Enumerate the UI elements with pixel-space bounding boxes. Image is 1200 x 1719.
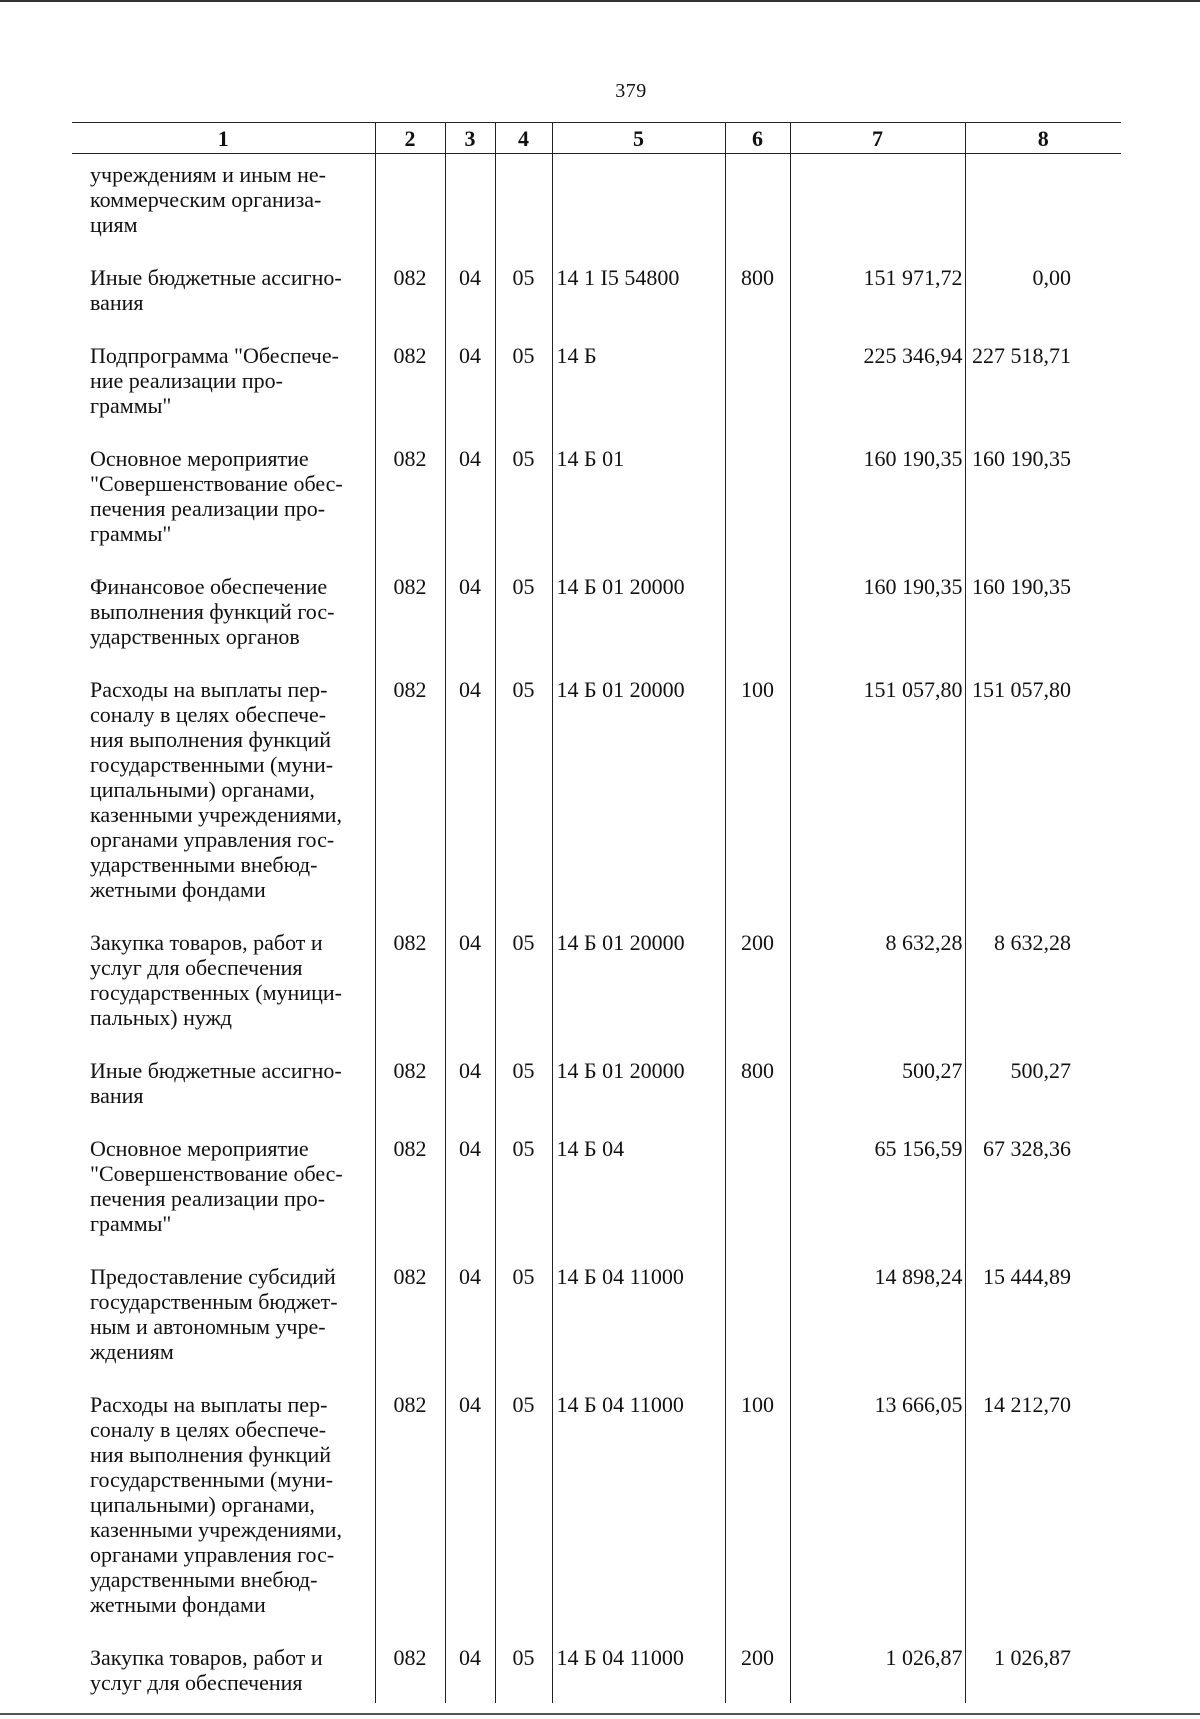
section-code: 04 <box>445 916 495 1044</box>
row-name: Финансовое обеспечение выполнения функций гос- ударственных органов <box>72 560 375 663</box>
section-code: 04 <box>445 1378 495 1631</box>
expense-type-code: 100 <box>725 663 790 916</box>
subsection-code <box>495 154 552 252</box>
expense-type-code <box>725 1122 790 1250</box>
subsection-code: 05 <box>495 1122 552 1250</box>
amount-year-1: 151 971,72 <box>790 251 965 329</box>
expense-type-code: 200 <box>725 916 790 1044</box>
amount-year-2: 500,27 <box>965 1044 1121 1122</box>
chapter-code: 082 <box>375 1122 445 1250</box>
expense-type-code: 200 <box>725 1631 790 1703</box>
scan-bottom-rule <box>0 1713 1200 1715</box>
amount-year-2: 15 444,89 <box>965 1250 1121 1378</box>
subsection-code: 05 <box>495 329 552 432</box>
section-code: 04 <box>445 560 495 663</box>
section-code: 04 <box>445 663 495 916</box>
amount-year-2: 67 328,36 <box>965 1122 1121 1250</box>
target-article-code <box>552 154 725 252</box>
table-row <box>72 560 1121 663</box>
target-article-code: 14 Б 04 11000 <box>552 1250 725 1378</box>
amount-year-2: 0,00 <box>965 251 1121 329</box>
row-name: Расходы на выплаты пер- соналу в целях обеспече- ния выполнения функций государственными (муни- ципальными) органами, казенными учреждениями, органами управления гос- ударственными внебюд- жетными фондами <box>72 663 375 916</box>
chapter-code: 082 <box>375 432 445 560</box>
table-row <box>72 1044 1121 1122</box>
row-name: Закупка товаров, работ и услуг для обеспечения государственных (муници- пальных) нужд <box>72 916 375 1044</box>
target-article-code: 14 Б 01 <box>552 432 725 560</box>
chapter-code: 082 <box>375 916 445 1044</box>
chapter-code: 082 <box>375 1378 445 1631</box>
target-article-code: 14 Б 04 11000 <box>552 1378 725 1631</box>
table-row <box>72 329 1121 432</box>
subsection-code: 05 <box>495 1250 552 1378</box>
subsection-code: 05 <box>495 560 552 663</box>
table-row <box>72 251 1121 329</box>
amount-year-2: 151 057,80 <box>965 663 1121 916</box>
column-header: 5 <box>552 123 725 154</box>
chapter-code: 082 <box>375 329 445 432</box>
column-header: 4 <box>495 123 552 154</box>
amount-year-2: 14 212,70 <box>965 1378 1121 1631</box>
target-article-code: 14 Б 04 <box>552 1122 725 1250</box>
section-code: 04 <box>445 1122 495 1250</box>
subsection-code: 05 <box>495 1378 552 1631</box>
amount-year-1: 151 057,80 <box>790 663 965 916</box>
table-row <box>72 1122 1121 1250</box>
section-code: 04 <box>445 1631 495 1703</box>
amount-year-1: 500,27 <box>790 1044 965 1122</box>
amount-year-2: 227 518,71 <box>965 329 1121 432</box>
column-header: 3 <box>445 123 495 154</box>
expense-type-code: 100 <box>725 1378 790 1631</box>
section-code: 04 <box>445 251 495 329</box>
target-article-code: 14 Б 01 20000 <box>552 560 725 663</box>
column-header: 8 <box>965 123 1121 154</box>
subsection-code: 05 <box>495 1631 552 1703</box>
amount-year-1: 14 898,24 <box>790 1250 965 1378</box>
amount-year-2: 160 190,35 <box>965 432 1121 560</box>
header-row <box>72 123 1121 154</box>
section-code <box>445 154 495 252</box>
amount-year-1: 160 190,35 <box>790 432 965 560</box>
amount-year-1 <box>790 154 965 252</box>
subsection-code: 05 <box>495 916 552 1044</box>
table-row <box>72 1378 1121 1631</box>
row-name: учреждениям и иным не- коммерческим организа- циям <box>72 154 375 252</box>
amount-year-1: 8 632,28 <box>790 916 965 1044</box>
chapter-code: 082 <box>375 663 445 916</box>
amount-year-2 <box>965 154 1121 252</box>
table-row <box>72 432 1121 560</box>
expense-type-code <box>725 329 790 432</box>
table-row <box>72 1250 1121 1378</box>
target-article-code: 14 Б 01 20000 <box>552 916 725 1044</box>
subsection-code: 05 <box>495 1044 552 1122</box>
table-row <box>72 916 1121 1044</box>
table-row <box>72 154 1121 252</box>
chapter-code: 082 <box>375 1250 445 1378</box>
row-name: Основное мероприятие "Совершенствование обес- печения реализации про- граммы" <box>72 432 375 560</box>
amount-year-1: 13 666,05 <box>790 1378 965 1631</box>
amount-year-2: 8 632,28 <box>965 916 1121 1044</box>
row-name: Расходы на выплаты пер- соналу в целях обеспече- ния выполнения функций государственными (муни- ципальными) органами, казенными учреждениями, органами управления гос- ударственными внебюд- жетными фондами <box>72 1378 375 1631</box>
row-name: Иные бюджетные ассигно- вания <box>72 251 375 329</box>
amount-year-1: 160 190,35 <box>790 560 965 663</box>
table-row <box>72 663 1121 916</box>
scan-top-rule <box>0 0 1200 2</box>
column-header: 6 <box>725 123 790 154</box>
section-code: 04 <box>445 1250 495 1378</box>
expense-type-code <box>725 154 790 252</box>
expense-type-code: 800 <box>725 1044 790 1122</box>
chapter-code: 082 <box>375 560 445 663</box>
chapter-code: 082 <box>375 1044 445 1122</box>
target-article-code: 14 Б 04 11000 <box>552 1631 725 1703</box>
subsection-code: 05 <box>495 432 552 560</box>
row-name: Иные бюджетные ассигно- вания <box>72 1044 375 1122</box>
amount-year-1: 65 156,59 <box>790 1122 965 1250</box>
section-code: 04 <box>445 1044 495 1122</box>
expense-type-code <box>725 432 790 560</box>
table-row <box>72 1631 1121 1703</box>
row-name: Закупка товаров, работ и услуг для обеспечения <box>72 1631 375 1703</box>
target-article-code: 14 Б 01 20000 <box>552 663 725 916</box>
amount-year-2: 160 190,35 <box>965 560 1121 663</box>
expense-type-code <box>725 1250 790 1378</box>
row-name: Предоставление субсидий государственным бюджет- ным и автономным учре- ждениям <box>72 1250 375 1378</box>
amount-year-2: 1 026,87 <box>965 1631 1121 1703</box>
row-name: Подпрограмма "Обеспече- ние реализации про- граммы" <box>72 329 375 432</box>
table-body <box>72 154 1121 1704</box>
subsection-code: 05 <box>495 663 552 916</box>
section-code: 04 <box>445 432 495 560</box>
column-header: 2 <box>375 123 445 154</box>
target-article-code: 14 1 I5 54800 <box>552 251 725 329</box>
amount-year-1: 1 026,87 <box>790 1631 965 1703</box>
subsection-code: 05 <box>495 251 552 329</box>
row-name: Основное мероприятие "Совершенствование обес- печения реализации про- граммы" <box>72 1122 375 1250</box>
page-number: 379 <box>615 80 647 102</box>
chapter-code: 082 <box>375 251 445 329</box>
expense-type-code: 800 <box>725 251 790 329</box>
expense-type-code <box>725 560 790 663</box>
budget-table <box>72 122 1121 1703</box>
chapter-code <box>375 154 445 252</box>
amount-year-1: 225 346,94 <box>790 329 965 432</box>
chapter-code: 082 <box>375 1631 445 1703</box>
column-header: 7 <box>790 123 965 154</box>
target-article-code: 14 Б <box>552 329 725 432</box>
section-code: 04 <box>445 329 495 432</box>
target-article-code: 14 Б 01 20000 <box>552 1044 725 1122</box>
column-header: 1 <box>72 123 375 154</box>
